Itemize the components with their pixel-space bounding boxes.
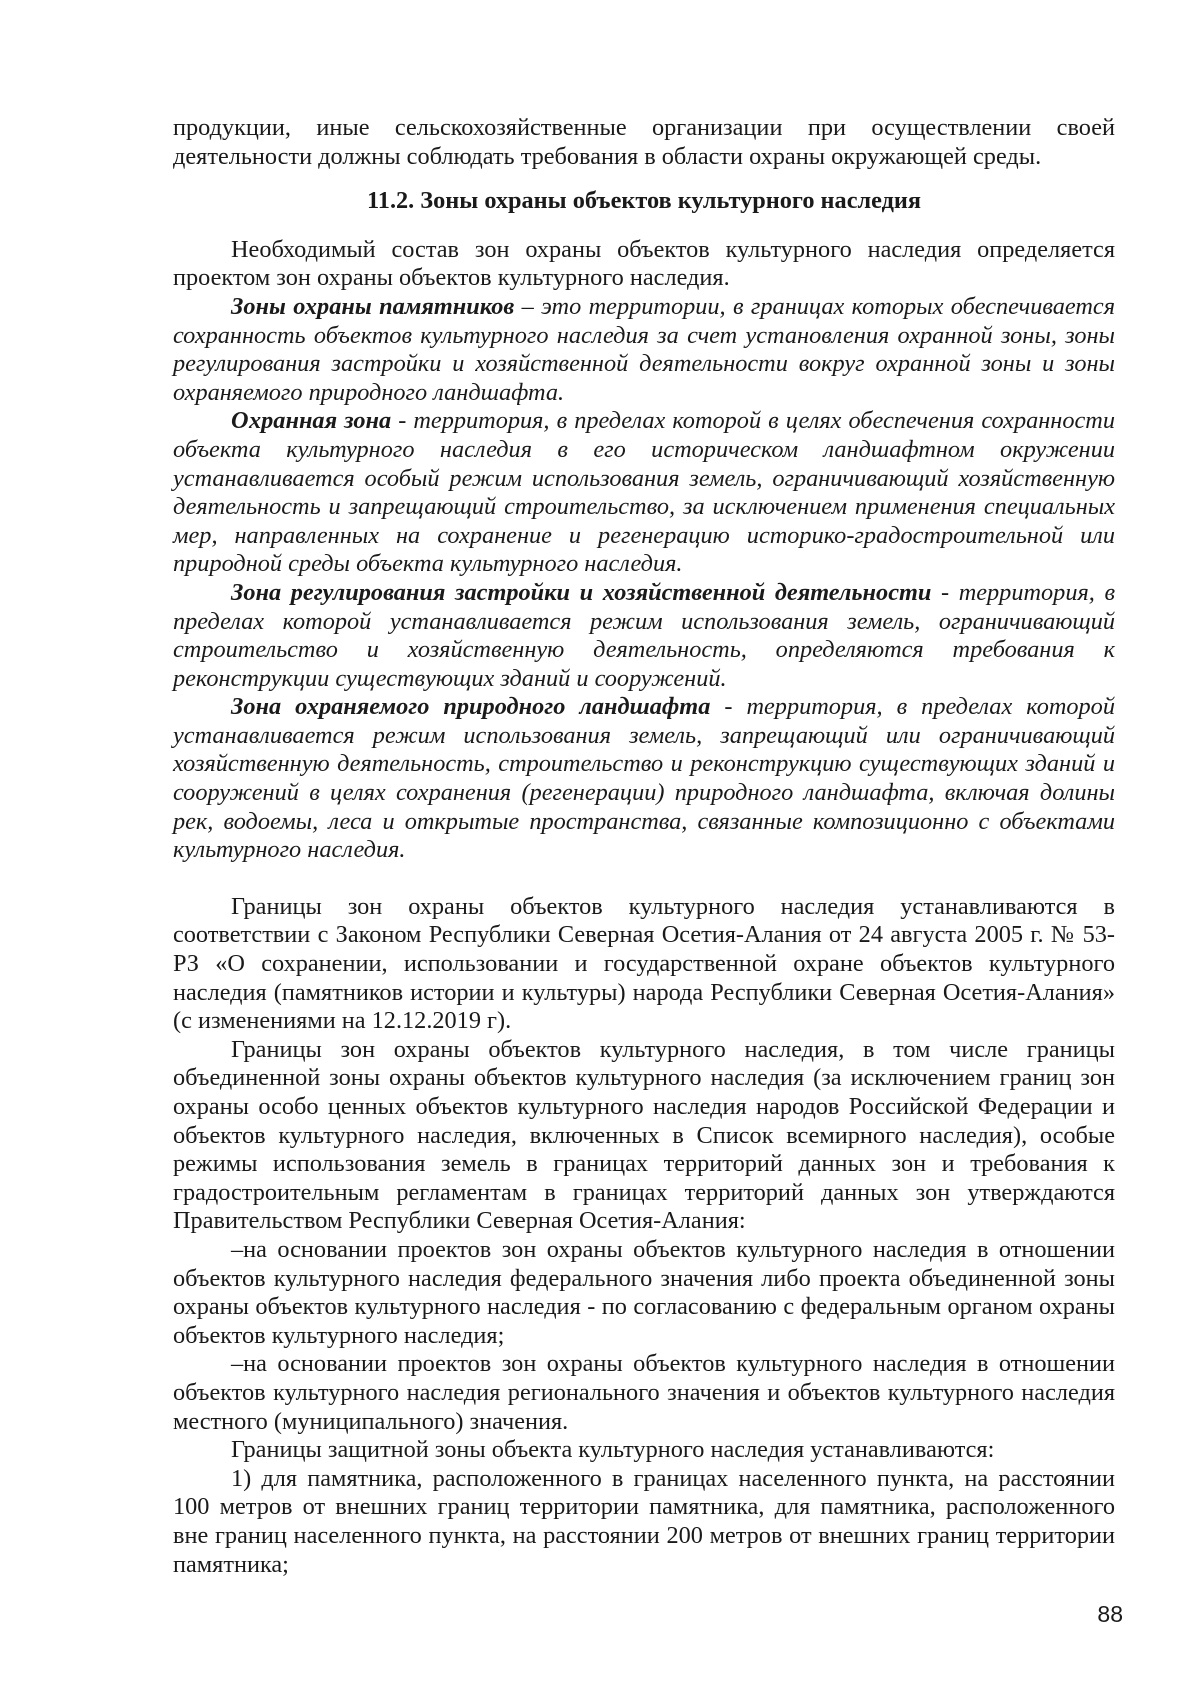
continuation-paragraph: продукции, иные сельскохозяйственные организации при осуществлении своей деятельности должны соблюдать требования в области охраны окружающей среды.	[173, 114, 1115, 170]
definition-text: - территория, в пределах которой устанавливается режим использования земель, запрещающий или ограничивающий хозяйственную деятельность, строительство и реконструкцию существующих зданий и сооружений в целях сохранения (регенерации) природного ландшафта, включая долины рек, водоемы, леса и открытые пространства, связанные композиционно с объектами культурного наследия.	[173, 693, 1115, 864]
definition-term: Зона регулирования застройки и хозяйственной деятельности	[231, 578, 932, 606]
paragraph-spacer	[173, 865, 1115, 893]
list-item-paragraph: –на основании проектов зон охраны объектов культурного наследия в отношении объектов культурного наследия регионального значения и объектов культурного наследия местного (муниципального) значения.	[173, 1350, 1115, 1435]
body-paragraph: Границы защитной зоны объекта культурного наследия устанавливаются:	[231, 1436, 995, 1464]
intro-paragraph: Необходимый состав зон охраны объектов культурного наследия определяется проектом зон охраны объектов культурного наследия.	[173, 235, 1115, 292]
definition-text: – это территории, в границах которых обеспечивается сохранность объектов культурного наследия за счет установления охранной зоны, зоны регулирования застройки и хозяйственной деятельности вокруг охранной зоны и зоны охраняемого природного ландшафта.	[173, 292, 1116, 406]
definition-paragraph	[173, 293, 1115, 407]
page-number: 88	[1097, 1601, 1123, 1627]
numbered-item-paragraph: 1) для памятника, расположенного в границах населенного пункта, на расстоянии 100 метров от внешних границ территории памятника, для памятника, расположенного вне границ населенного пункта, на расстоянии 200 метров от внешних границ территории памятника;	[173, 1464, 1115, 1578]
definition-term: Зона охраняемого природного ландшафта	[231, 693, 711, 721]
definition-paragraph	[173, 579, 1115, 693]
definition-text: - территория, в пределах которой в целях обеспечения сохранности объекта культурного наследия в его историческом ландшафтном окружении устанавливается особый режим использования земель, ограничивающий хозяйственную деятельность и запрещающий строительство, за исключением применения специальных мер, направленных на сохранение и регенерацию историко-градостроительной или природной среды объекта культурного наследия.	[173, 407, 1115, 578]
section-heading: 11.2. Зоны охраны объектов культурного наследия	[366, 187, 922, 215]
definition-paragraph	[173, 693, 1115, 865]
body-paragraph: Границы зон охраны объектов культурного наследия устанавливаются в соответствии с Законом Республики Северная Осетия-Алания от 24 августа 2005 г. № 53-РЗ «О сохранении, использовании и государственной охране объектов культурного наследия (памятников истории и культуры) народа Республики Северная Осетия-Алания» (с изменениями на 12.12.2019 г).	[173, 892, 1115, 1035]
definition-paragraph	[173, 407, 1115, 579]
list-item-paragraph: –на основании проектов зон охраны объектов культурного наследия в отношении объектов культурного наследия федерального значения либо проекта объединенной зоны охраны объектов культурного наследия - по согласованию с федеральным органом охраны объектов культурного наследия;	[173, 1235, 1115, 1349]
definition-term: Зоны охраны памятников	[231, 292, 515, 320]
definition-text: - территория, в пределах которой устанавливается режим использования земель, ограничивающий строительство и хозяйственную деятельность, определяются требования к реконструкции существующих зданий и сооружений.	[173, 578, 1115, 692]
document-body	[173, 114, 1115, 1579]
definition-term: Охранная зона	[231, 407, 392, 435]
body-paragraph: Границы зон охраны объектов культурного наследия, в том числе границы объединенной зоны охраны объектов культурного наследия (за исключением границ зон охраны особо ценных объектов культурного наследия народов Российской Федерации и объектов культурного наследия, включенных в Список всемирного наследия), особые режимы использования земель в границах территорий данных зон и требования к градостроительным регламентам в границах территорий данных зон утверждаются Правительством Республики Северная Осетия-Алания:	[173, 1035, 1115, 1235]
